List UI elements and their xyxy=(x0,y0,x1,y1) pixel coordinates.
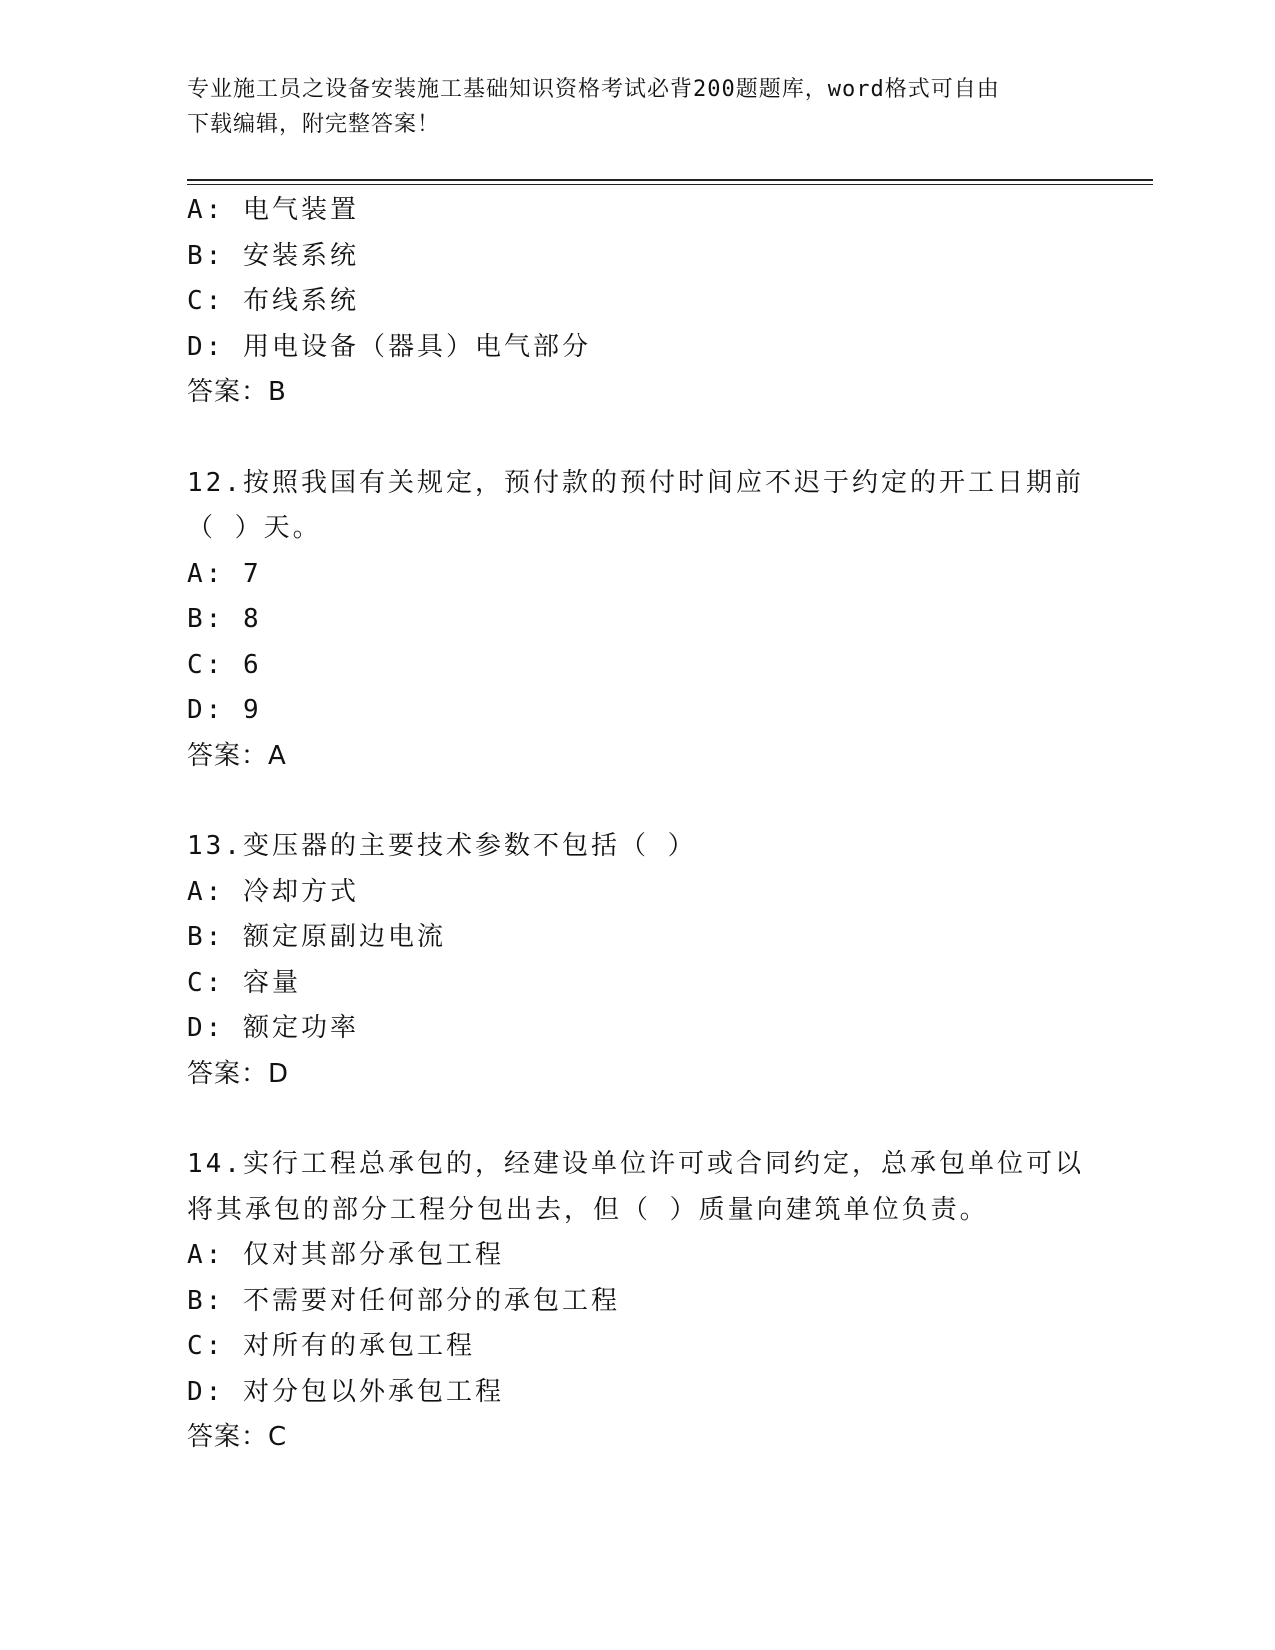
answer-label: 答案：A xyxy=(187,740,287,771)
option-b: B: 不需要对任何部分的承包工程 xyxy=(187,1285,620,1316)
option-a: A: 7 xyxy=(187,558,262,589)
question-text-line: 13.变压器的主要技术参数不包括（ ） xyxy=(187,831,697,861)
option-d: D: 额定功率 xyxy=(187,1013,359,1043)
option-c: C: 6 xyxy=(187,649,262,680)
answer-label: 答案：B xyxy=(187,377,287,407)
option-c: C: 布线系统 xyxy=(187,286,359,316)
header-line-2: 下载编辑，附完整答案！ xyxy=(187,112,441,137)
document-header xyxy=(187,72,1067,142)
question-block-12 xyxy=(187,461,1087,780)
option-d: D: 用电设备（器具）电气部分 xyxy=(187,331,591,362)
option-c: C: 容量 xyxy=(187,967,301,998)
option-b: B: 额定原副边电流 xyxy=(187,922,446,952)
option-c: C: 对所有的承包工程 xyxy=(187,1331,475,1361)
question-text-line: 将其承包的部分工程分包出去，但（ ）质量向建筑单位负责。 xyxy=(187,1194,989,1225)
question-text-line: 14.实行工程总承包的，经建设单位许可或合同约定，总承包单位可以 xyxy=(187,1149,1084,1179)
header-divider-thin xyxy=(187,184,1153,185)
header-line-1: 专业施工员之设备安装施工基础知识资格考试必背200题题库，word格式可自由 xyxy=(187,77,1000,102)
question-text-line: 12.按照我国有关规定，预付款的预付时间应不迟于约定的开工日期前 xyxy=(187,467,1084,498)
option-a: A: 电气装置 xyxy=(187,195,359,225)
option-b: B: 安装系统 xyxy=(187,240,359,271)
answer-label: 答案：D xyxy=(187,1058,290,1089)
option-b: B: 8 xyxy=(187,604,262,634)
header-divider-thick xyxy=(187,179,1153,181)
option-d: D: 对分包以外承包工程 xyxy=(187,1376,504,1407)
question-block-11 xyxy=(187,188,1087,416)
question-text-line: （ ）天。 xyxy=(187,513,322,543)
option-d: D: 9 xyxy=(187,695,262,725)
option-a: A: 冷却方式 xyxy=(187,876,359,907)
question-list xyxy=(187,188,1087,1461)
answer-label: 答案：C xyxy=(187,1422,288,1452)
question-block-14 xyxy=(187,1142,1087,1461)
question-block-13 xyxy=(187,824,1087,1097)
option-a: A: 仅对其部分承包工程 xyxy=(187,1240,504,1270)
